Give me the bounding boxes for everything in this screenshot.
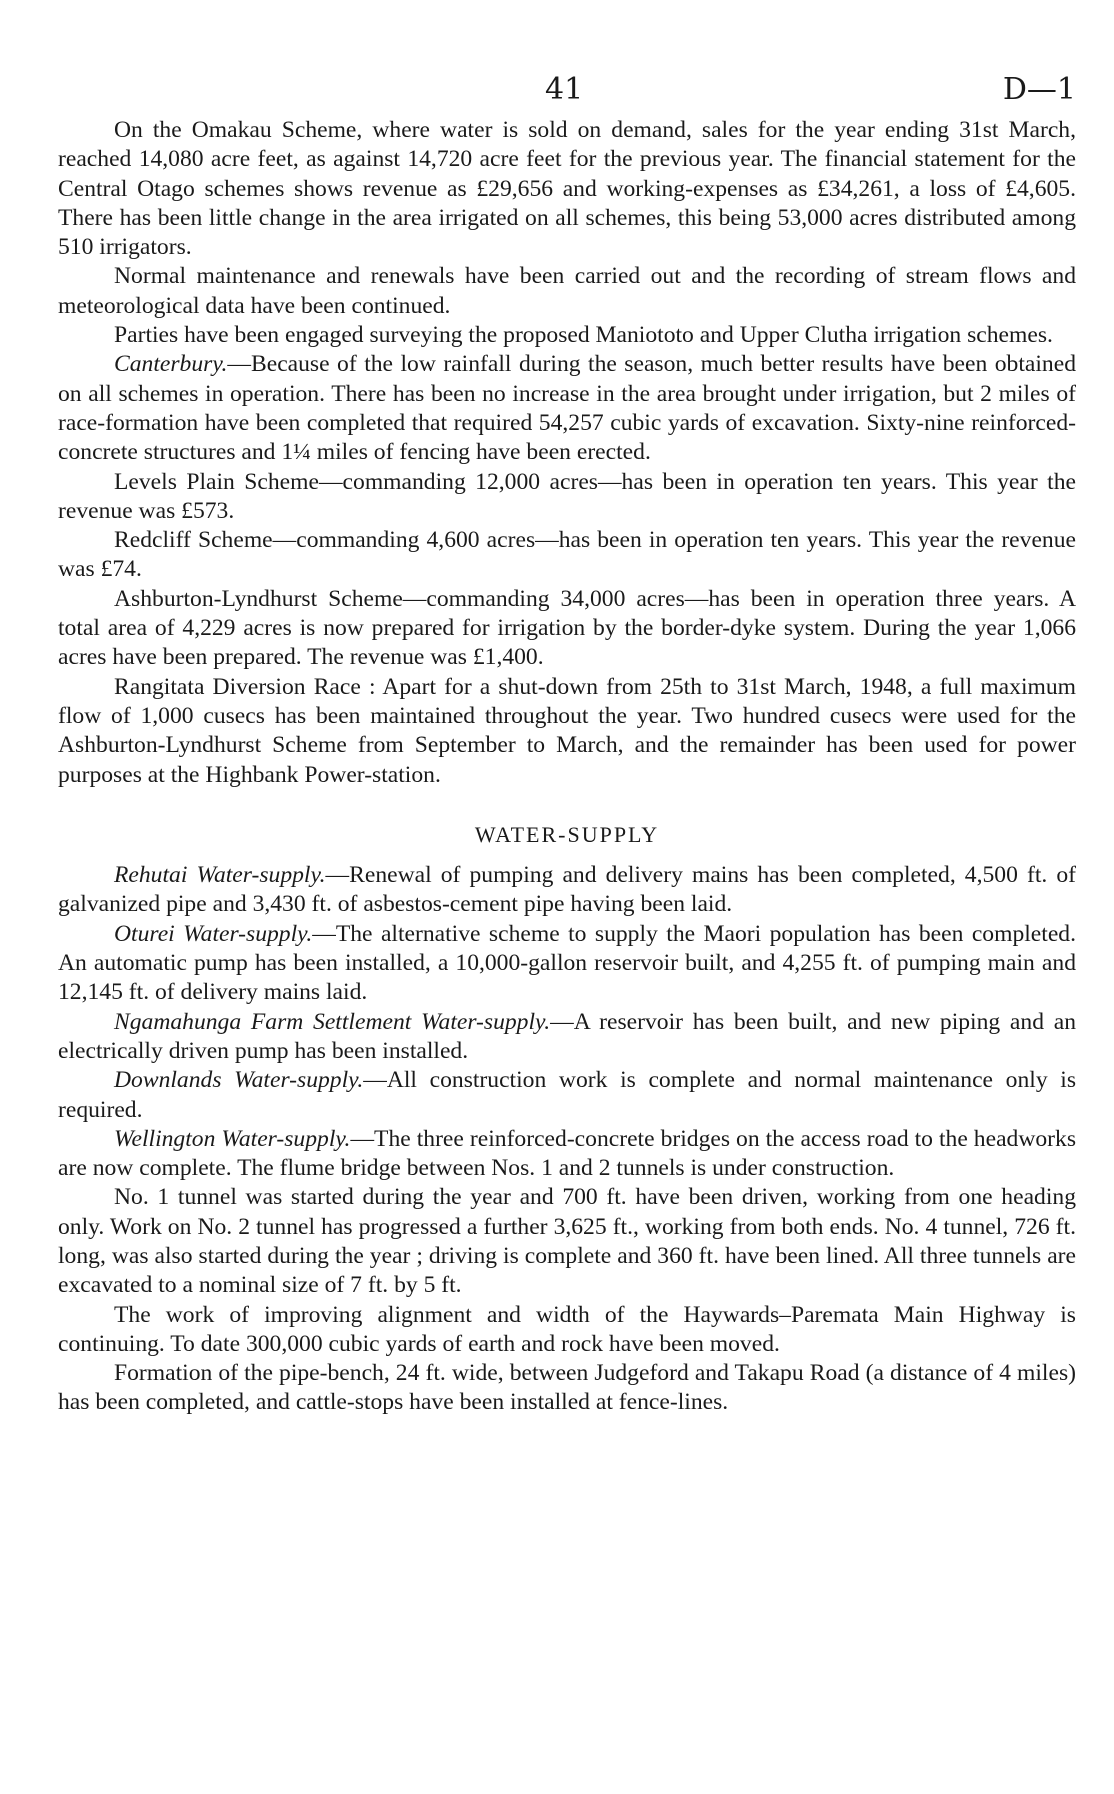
paragraph-lead: Canterbury. xyxy=(114,351,228,378)
paragraph-lead: Wellington Water-supply. xyxy=(114,1125,351,1152)
paragraph-tunnels: No. 1 tunnel was started during the year and 700 ft. have been driven, working from one heading only. Work on No. 2 tunnel has progressed a further 3,625 ft., working from both ends. No. 4 tunnel, 726 ft. long, was also started during the year ; driving is complete and 360 ft. have been lined. All three tunnels are excavated to a nominal size of 7 ft. by 5 ft. xyxy=(58,1184,1076,1299)
paragraph-lead: Ngamahunga Farm Settlement Water-supply. xyxy=(114,1008,551,1035)
paragraph-ashburton: Ashburton-Lyndhurst Scheme—commanding 34,000 acres—has been in operation three years. A total area of 4,229 acres is now prepared for irrigation by the border-dyke system. During the year 1,066 acres have been prepared. The revenue was £1,400. xyxy=(58,585,1076,671)
paragraph-highway: The work of improving alignment and width of the Haywards–Paremata Main Highway is continuing. To date 300,000 cubic yards of earth and rock have been moved. xyxy=(58,1301,1076,1357)
paragraph-maintenance: Normal maintenance and renewals have been carried out and the recording of stream flows and meteorological data have been continued. xyxy=(58,263,1076,319)
report-code: D—1 xyxy=(1002,72,1076,107)
paragraph-lead: Downlands Water-supply. xyxy=(114,1067,364,1094)
paragraph-lead: Oturei Water-supply. xyxy=(114,920,313,947)
paragraph-canterbury: Canterbury.—Because of the low rainfall during the season, much better results have been obtained on all schemes in operation. There has been no increase in the area brought under irrigation, but 2 miles of race-formation have been completed that required 54,257 cubic yards of excavation. Sixty-nine reinforced-concrete structures and 1¼ miles of fencing have been erected. xyxy=(58,351,1076,466)
paragraph-redcliff: Redcliff Scheme—commanding 4,600 acres—has been in operation ten years. This year the revenue was £74. xyxy=(58,527,1076,583)
paragraph-rangitata: Rangitata Diversion Race : Apart for a shut-down from 25th to 31st March, 1948, a full maximum flow of 1,000 cusecs has been maintained throughout the year. Two hundred cusecs were used for the Ashburton-Lyndhurst Scheme from September to March, and the remainder has been used for power purposes at the Highbank Power-station. xyxy=(58,673,1076,788)
page-header xyxy=(58,72,1076,112)
paragraph-pipe-bench: Formation of the pipe-bench, 24 ft. wide, between Judgeford and Takapu Road (a distance of 4 miles) has been completed, and cattle-stops have been installed at fence-lines. xyxy=(58,1360,1076,1416)
paragraph-rehutai: Rehutai Water-supply.—Renewal of pumping and delivery mains has been completed, 4,500 ft. of galvanized pipe and 3,430 ft. of asbestos-cement pipe having been laid. xyxy=(58,862,1077,918)
paragraph-oturei: Oturei Water-supply.—The alternative scheme to supply the Maori population has been completed. An automatic pump has been installed, a 10,000-gallon reservoir built, and 4,255 ft. of pumping main and 12,145 ft. of delivery mains laid. xyxy=(58,920,1076,1006)
document-page xyxy=(58,72,1076,1418)
paragraph-ngamahunga: Ngamahunga Farm Settlement Water-supply.—A reservoir has been built, and new piping and an electrically driven pump has been installed. xyxy=(58,1008,1076,1064)
paragraph-surveying: Parties have been engaged surveying the proposed Maniototo and Upper Clutha irrigation schemes. xyxy=(114,322,1053,349)
section-heading: WATER-SUPPLY xyxy=(474,821,660,847)
body-text xyxy=(58,116,1076,1418)
paragraph-lead: Rehutai Water-supply. xyxy=(114,862,326,889)
page-number: 41 xyxy=(545,72,584,107)
paragraph-wellington: Wellington Water-supply.—The three reinforced-concrete bridges on the access road to the headworks are now complete. The flume bridge between Nos. 1 and 2 tunnels is under construction. xyxy=(58,1125,1077,1182)
paragraph-levels-plain: Levels Plain Scheme—commanding 12,000 acres—has been in operation ten years. This year the revenue was £573. xyxy=(58,468,1076,524)
paragraph-downlands: Downlands Water-supply.—All construction work is complete and normal maintenance only is required. xyxy=(58,1067,1077,1123)
paragraph-omakau: On the Omakau Scheme, where water is sold on demand, sales for the year ending 31st March, reached 14,080 acre feet, as against 14,720 acre feet for the previous year. The financial statement for the Central Otago schemes shows revenue as £29,656 and working-expenses as £34,261, a loss of £4,605. There has been little change in the area irrigated on all schemes, this being 53,000 acres distributed among 510 irrigators. xyxy=(58,117,1076,261)
